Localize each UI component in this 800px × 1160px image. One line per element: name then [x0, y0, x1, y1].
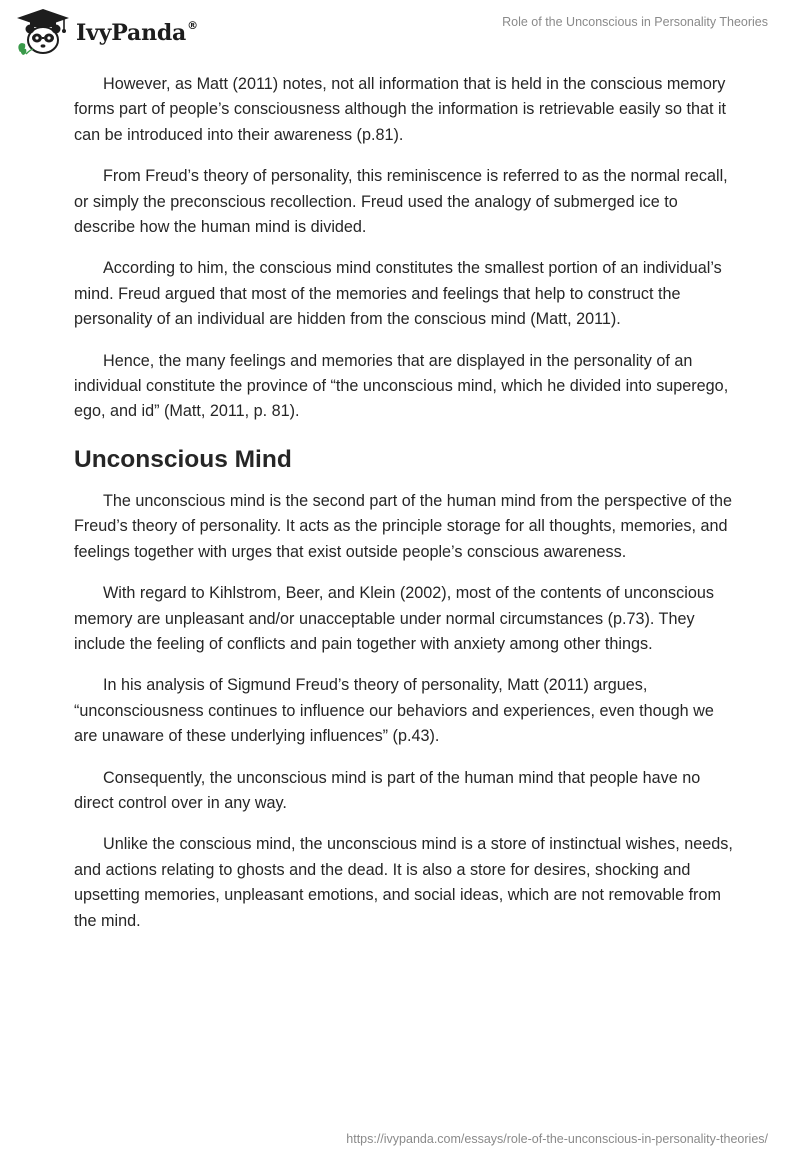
- brand-name: IvyPanda®: [76, 18, 198, 46]
- paragraph: Unlike the conscious mind, the unconscious mind is a store of instinctual wishes, needs, and actions relating to ghosts and the dead. It is also a store for desires, shocking and upsetting memories, unpleasant emotions, and social ideas, which are not removable from the mind.: [74, 835, 733, 930]
- registered-mark: ®: [187, 18, 198, 32]
- paragraph: From Freud’s theory of personality, this reminiscence is referred to as the normal recall, or simply the preconscious recollection. Freud used the analogy of submerged ice to describe how the human mind is divided.: [74, 167, 728, 237]
- source-url[interactable]: https://ivypanda.com/essays/role-of-the-unconscious-in-personality-theories/: [346, 1132, 768, 1146]
- paragraph: However, as Matt (2011) notes, not all information that is held in the conscious memory forms part of people’s consciousness although the information is retrievable easily so that it can be introduced into their awareness (p.81).: [74, 75, 727, 144]
- paragraph: The unconscious mind is the second part of the human mind from the perspective of the Freud’s theory of personality. It acts as the principle storage for all thoughts, memories, and feelings together with urges that exist outside people’s conscious awareness.: [74, 491, 732, 561]
- paragraph: Hence, the many feelings and memories that are displayed in the personality of an individual constitute the province of “the unconscious mind, which he divided into superego, ego, and id” (Matt, 2011, p. 81).: [74, 351, 729, 421]
- document-title: Role of the Unconscious in Personality Theories: [502, 15, 768, 29]
- paragraph: According to him, the conscious mind constitutes the smallest portion of an individual’s mind. Freud argued that most of the memories and feelings that help to construct the personality of an individual are hidden from the conscious mind (Matt, 2011).: [74, 259, 722, 329]
- panda-graduate-icon: [14, 8, 72, 56]
- paragraph: With regard to Kihlstrom, Beer, and Klein (2002), most of the contents of unconscious memory are unpleasant and/or unacceptable under normal circumstances (p.73). They include the feeling of conflicts and pain together with anxiety among other things.: [74, 584, 714, 653]
- section-heading: Unconscious Mind: [74, 445, 292, 473]
- paragraph: Consequently, the unconscious mind is part of the human mind that people have no direct control over in any way.: [74, 768, 701, 812]
- page-header: [0, 0, 800, 66]
- essay-body: [74, 72, 734, 950]
- ivypanda-logo[interactable]: [14, 8, 198, 56]
- paragraph: In his analysis of Sigmund Freud’s theory of personality, Matt (2011) argues, “unconsciousness continues to influence our behaviors and experiences, even though we are unaware of these underlying influences” (p.43).: [74, 676, 714, 746]
